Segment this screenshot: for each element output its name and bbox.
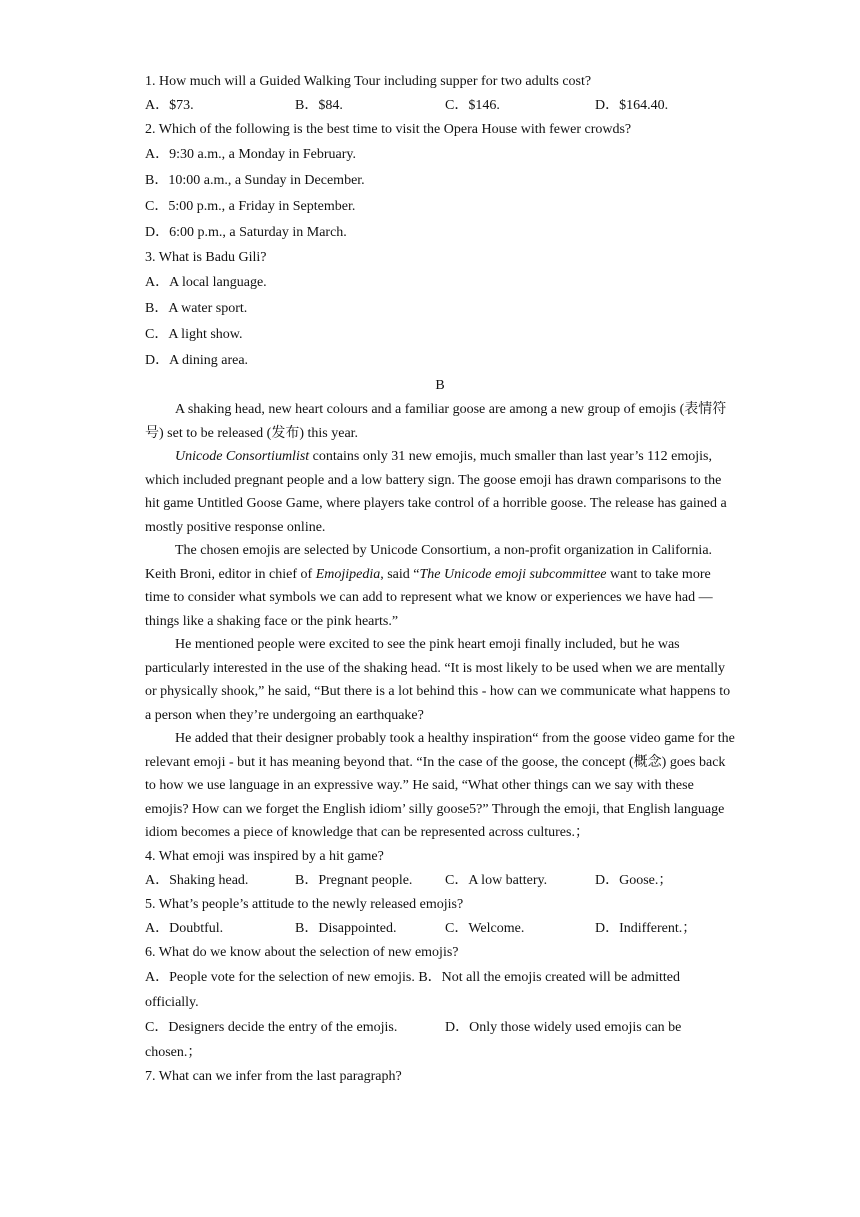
question-6-options-cd xyxy=(145,1015,735,1065)
passage-italic-text: Emojipedia xyxy=(315,566,381,582)
passage-italic-text: Unicode Consortiumlist xyxy=(175,449,310,464)
question-4-options xyxy=(145,869,735,893)
question-4-stem: 4. What emoji was inspired by a hit game? xyxy=(145,848,384,864)
passage-paragraph-2 xyxy=(145,445,735,539)
passage-text: want to take more time to consider what symbols we can add to represent what we know or experiences we have had — things like a shaking face or the pink hearts.” xyxy=(145,566,713,629)
option-a: A．$73. xyxy=(145,98,194,113)
passage-paragraph-4: He mentioned people were excited to see the pink heart emoji finally included, but he was particularly interested in the use of the shaking head. “It is most likely to be used when we are mentally or physically shook,” he said, “But there is a lot behind this - how can we communicate what happens to a person when they’re undergoing an earthquake? xyxy=(145,637,731,723)
passage-italic-text: The Unicode emoji subcommittee xyxy=(419,566,607,582)
passage-text: The chosen emojis are selected by Unicode Consortium, a non-profit organization in California. Keith Broni, editor in chief of xyxy=(145,543,713,582)
question-6-options-ab xyxy=(145,965,735,1015)
option-a: A．People vote for the selection of new emojis. xyxy=(145,969,415,985)
option-d: D．Only those widely used emojis can be chosen.； xyxy=(145,1019,682,1060)
passage-paragraph-5: He added that their designer probably took a healthy inspiration“ from the goose video game for the relevant emoji - but it has meaning beyond that. “In the case of the goose, the concept (概念) goes back to how we use language in an expressive way.” He said, “What other things can we say with these emojis? How can we forget the English idiom’ silly goose5?” Through the emoji, that English language idiom becomes a piece of knowledge that can be represented across cultures.； xyxy=(145,731,735,840)
passage-text: , said “ xyxy=(380,566,420,582)
passage-paragraph-1: A shaking head, new heart colours and a familiar goose are among a new group of emojis (表情符号) set to be released (发布) this year. xyxy=(145,402,727,441)
option-d: D．A dining area. xyxy=(145,353,249,368)
question-7-stem: 7. What can we infer from the last paragraph? xyxy=(145,1068,402,1084)
passage-paragraph-3 xyxy=(145,539,735,633)
option-b: B．Pregnant people. xyxy=(295,872,413,888)
option-a: A．Doubtful. xyxy=(145,920,224,936)
option-b: B．Disappointed. xyxy=(295,920,397,936)
option-c: C．Welcome. xyxy=(445,920,525,936)
option-c: C．A low battery. xyxy=(445,872,548,888)
question-5-stem: 5. What’s people’s attitude to the newly released emojis? xyxy=(145,896,464,912)
option-b: B．Not all the emojis created will be admitted officially. xyxy=(145,969,680,1010)
option-a: A．Shaking head. xyxy=(145,872,249,888)
section-heading: B xyxy=(435,378,445,393)
question-1-stem: 1. How much will a Guided Walking Tour including supper for two adults cost? xyxy=(145,74,592,89)
option-d: D．Indifferent.； xyxy=(595,920,697,936)
question-2-stem: 2. Which of the following is the best time to visit the Opera House with fewer crowds? xyxy=(145,122,632,137)
option-c: C．A light show. xyxy=(145,327,243,342)
document-page xyxy=(145,70,735,1089)
option-a: A．9:30 a.m., a Monday in February. xyxy=(145,147,356,162)
option-b: B．A water sport. xyxy=(145,301,248,316)
question-5-options xyxy=(145,917,735,941)
option-d: D．$164.40. xyxy=(595,98,669,113)
question-1-options xyxy=(145,94,735,118)
option-b: B．$84. xyxy=(295,98,343,113)
option-c: C．5:00 p.m., a Friday in September. xyxy=(145,199,356,214)
option-b: B．10:00 a.m., a Sunday in December. xyxy=(145,173,365,188)
question-3-stem: 3. What is Badu Gili? xyxy=(145,250,267,265)
option-c: C．$146. xyxy=(445,98,500,113)
option-d: D．Goose.； xyxy=(595,872,673,888)
question-6-stem: 6. What do we know about the selection of new emojis? xyxy=(145,944,459,960)
option-d: D．6:00 p.m., a Saturday in March. xyxy=(145,225,347,240)
option-a: A．A local language. xyxy=(145,275,267,290)
passage-text: contains only 31 new emojis, much smaller than last year’s 112 emojis, which included pregnant people and a low battery sign. The goose emoji has drawn comparisons to the hit game Untitled Goose Game, where players take control of a horrible goose. The release has gained a mostly positive response online. xyxy=(145,449,727,535)
option-c: C．Designers decide the entry of the emojis. xyxy=(145,1019,398,1035)
